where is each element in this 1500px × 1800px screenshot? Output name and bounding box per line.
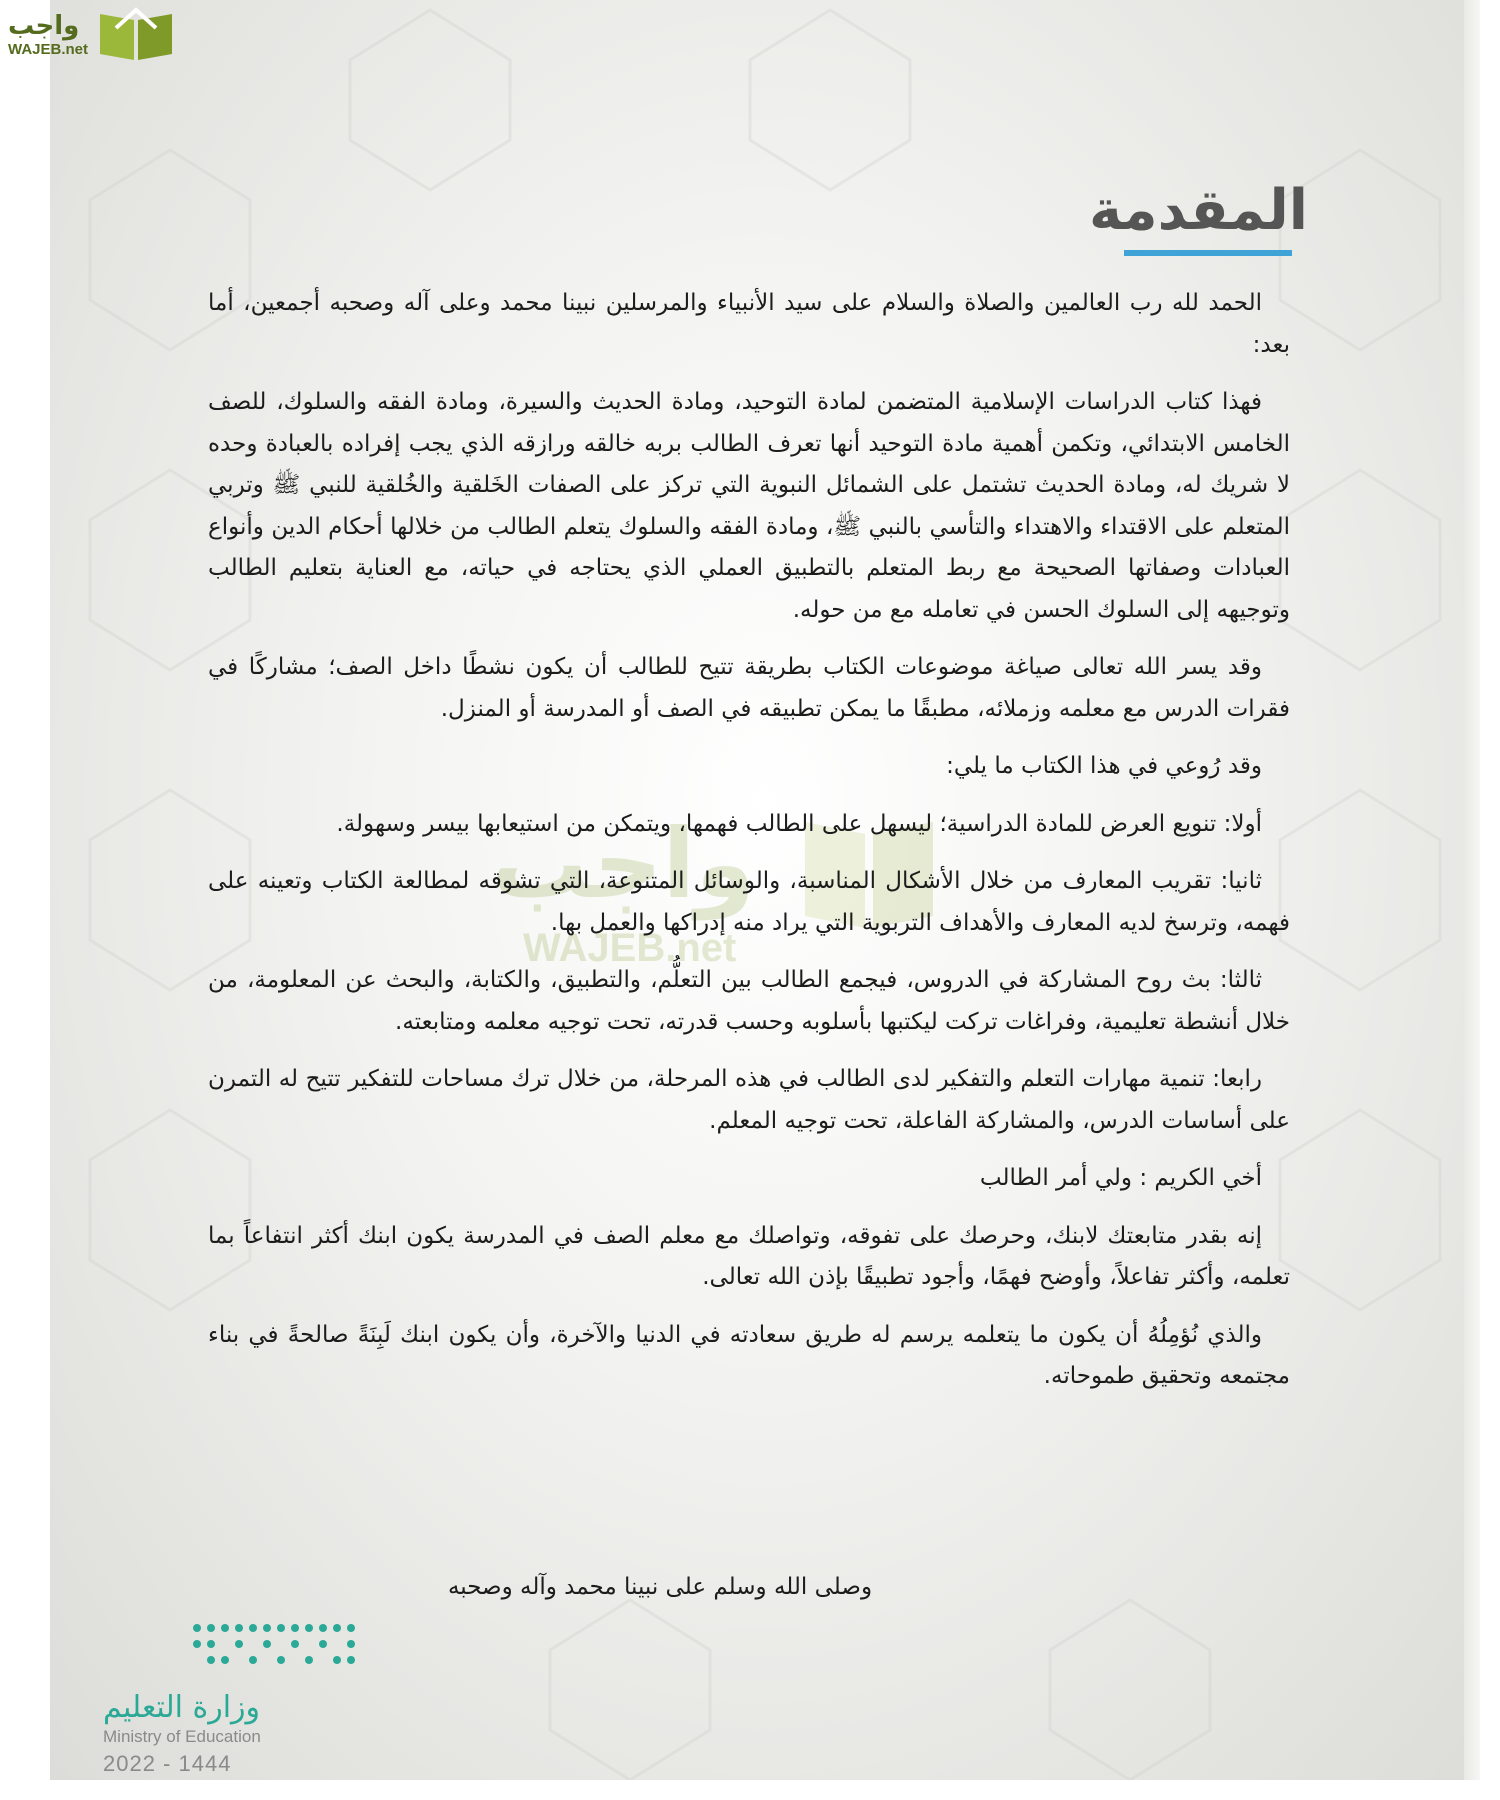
page-title: المقدمة	[1088, 178, 1308, 243]
paragraph: الحمد لله رب العالمين والصلاة والسلام على سيد الأنبياء والمرسلين نبينا محمد وعلى آله وصحبه أجمعين، أما بعد:	[208, 290, 1290, 358]
ministry-name-arabic: وزارة التعليم	[103, 1690, 261, 1725]
brand-arabic: واجب	[8, 11, 80, 41]
introduction-text	[208, 283, 1290, 1414]
ministry-name-english: Ministry of Education	[103, 1727, 261, 1746]
closing-line: وصلى الله وسلم على نبينا محمد وآله وصحبه	[447, 1574, 873, 1600]
brand-wordmark	[8, 13, 88, 57]
brand-logo[interactable]	[8, 6, 188, 64]
brand-latin: WAJEB.net	[8, 41, 89, 58]
paragraph: والذي نُؤمِلُهُ أن يكون ما يتعلمه يرسم له طريق سعادته في الدنيا والآخرة، وأن يكون ابنك لَبِنَةً صالحةً في بناء مجتمعه وتحقيق طموحاته.	[208, 1321, 1290, 1389]
ministry-dots-icon	[187, 1618, 357, 1674]
paragraph: فهذا كتاب الدراسات الإسلامية المتضمن لمادة التوحيد، ومادة الحديث والسيرة، ومادة الفقه والسلوك، للصف الخامس الابتدائي، وتكمن أهمية مادة التوحيد أنها تعرف الطالب بربه خالقه ورازقه الذي يجب إفراده بالعبادة وحده لا شريك له، ومادة الحديث تشتمل على الشمائل النبوية التي تركز على الصفات الخَلقية والخُلقية للنبي ﷺ وتربي المتعلم على الاقتداء والاهتداء والتأسي بالنبي ﷺ، ومادة الفقه والسلوك يتعلم الطالب من خلالها أحكام الدين وأنواع العبادات وصفاتها الصحيحة مع ربط المتعلم بالتطبيق العملي الذي يحتاجه في حياته، مع العناية بتعليم الطالب وتوجيهه إلى السلوك الحسن في تعامله مع من حوله.	[208, 389, 1290, 623]
paragraph: إنه بقدر متابعتك لابنك، وحرصك على تفوقه، وتواصلك مع معلم الصف في المدرسة يكون ابنك أكثر انتفاعاً بما تعلمه، وأكثر تفاعلاً، وأوضح فهمًا، وأجود تطبيقًا بإذن الله تعالى.	[208, 1222, 1290, 1290]
title-underline	[1124, 250, 1292, 256]
page-edge	[1464, 0, 1480, 1780]
paragraph: ثانيا: تقريب المعارف من خلال الأشكال المناسبة، والوسائل المتنوعة، التي تشوقه لمطالعة الكتاب وتعينه على فهمه، وترسخ لديه المعارف والأهداف التربوية التي يراد منه إدراكها والعمل بها.	[208, 868, 1290, 936]
watermark-latin: WAJEB.net	[523, 926, 737, 970]
open-book-icon	[96, 6, 176, 64]
paragraph: أخي الكريم : ولي أمر الطالب	[979, 1165, 1262, 1191]
watermark-arabic: واجب	[491, 808, 755, 920]
paragraph: ثالثا: بث روح المشاركة في الدروس، فيجمع الطالب بين التعلُّم، والتطبيق، والكتابة، والبحث عن المعلومة، من خلال أنشطة تعليمية، وفراغات تركت ليكتبها بأسلوبه وحسب قدرته، تحت توجيه معلمه ومتابعته.	[208, 967, 1290, 1035]
edition-year: 2022 - 1444	[103, 1751, 232, 1776]
paragraph: رابعا: تنمية مهارات التعلم والتفكير لدى الطالب في هذه المرحلة، من خلال ترك مساحات للتفكير تتيح له التمرن على أساسات الدرس، والمشاركة الفاعلة، تحت توجيه المعلم.	[208, 1066, 1290, 1134]
paragraph: وقد رُوعي في هذا الكتاب ما يلي:	[946, 753, 1262, 779]
paragraph: وقد يسر الله تعالى صياغة موضوعات الكتاب بطريقة تتيح للطالب أن يكون نشطًا داخل الصف؛ مشاركًا في فقرات الدرس مع معلمه وزملائه، مطبقًا ما يمكن تطبيقه في الصف أو المدرسة أو المنزل.	[208, 654, 1290, 722]
ministry-logo	[103, 1618, 273, 1777]
paragraph: أولا: تنويع العرض للمادة الدراسية؛ ليسهل على الطالب فهمها، ويتمكن من استيعابها بيسر وسهولة.	[336, 810, 1262, 837]
